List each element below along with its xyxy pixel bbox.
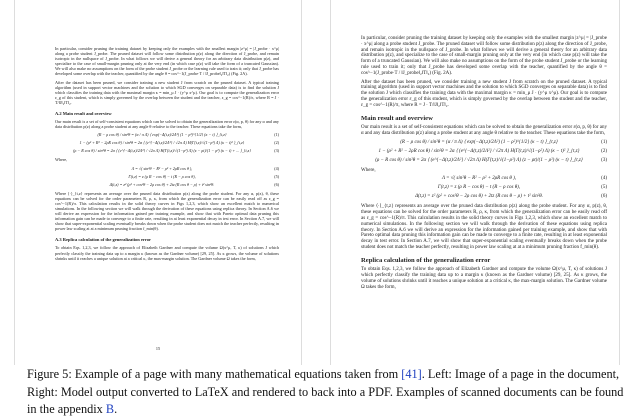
right-paragraph-3: Our main result is a set of self-consistent equations which can be solved to obtain the generalization error ε(α, p, θ) for any α and any data distribution p(z) along a probe student at any angle θ relative to the teacher. These equations take the form, [361,124,607,136]
equation-number: (2) [274,140,279,146]
equation-number: (1) [274,132,279,138]
equation-text: (ρ − R cos θ) / sin²θ = 2α ⟨ (e^{−Δ(t,z)/2Λ²} / √2π Λ) H(Γ(t,z)/√(1−ρ²) Λ) (z − ρt)/(1 − ρ²) (κ − t) ⟩_{t,z} [375,157,583,163]
equation-number: (5) [274,173,279,179]
right-page-panel [320,0,640,365]
equation-number: (4) [601,176,607,182]
right-definition-6 [361,194,607,200]
left-definition-6 [55,182,279,187]
equation-text: Λ = √( sin²θ − R² − ρ² + 2ρR cos θ ), [131,165,193,171]
right-section-heading: Main result and overview [361,114,433,122]
caption-middle: . Left: Image of a page in the document, Right: Model output converted to LaTeX and rendered to back into a PDF. Examples of scanned documents can be found in the appendix [27,367,624,416]
equation-number: (3) [601,157,607,163]
appendix-link[interactable]: B [105,402,115,416]
equation-number: (1) [601,139,607,145]
right-definition-block [361,176,607,200]
right-page-content [331,0,619,365]
caption-prefix: Figure 5: Example of a page with many mathematical equations taken from [27,367,402,381]
left-section-heading: A.2 Main result and overview [55,111,112,117]
figure-caption [27,366,627,419]
equation-number: (3) [274,148,279,154]
right-definition-4 [361,176,607,182]
equation-number: (6) [274,181,279,187]
caption-suffix: . [114,402,118,416]
equation-number: (4) [274,165,279,171]
left-page-panel [0,0,320,365]
left-paragraph-5: To obtain Eqs. 1,2,3, we follow the approach of Elizabeth Gardner and compute the volume Ω(x^μ, T, κ) of solutions J which perfectly classify the training data up to a margin κ (known as the Gardner volume) [29, 25]. As κ grows, the volume of solutions shrinks until it reaches a unique solution at a critical κ, the max-margin solution. The Gardner volume Ω takes the form, [55,245,279,261]
equation-text: Δ(t,z) = z² (ρ² + cos²θ − 2ρ cos θ) + 2tz (R cos θ − ρ) + t² sin²θ. [415,194,543,200]
right-paragraph-4: Where ⟨·⟩_{t,z} represents an average over the pruned data distribution p(z) along the probe student. For any α, p(z), θ, these equations can be solved for the order parameters R, ρ, κ, from which the generalization error can be easily read off as ε_g = cos^−1(R)/π. This calculation results in the solid theory curves in Figs 1,2,3, which show an excellent match to numerical simulations. In the following section we will walk through the derivation of these equations using replica theory. In Section A.6 we will derive an expression for the information gained per training example, and show that with Pareto optimal data pruning this information gain can be made to converge to a finite rate, resulting in at least exponential decay in test error. In Section A.7, we will show that super-exponential scaling eventually breaks down when the probe student does not match the teacher perfectly, resulting in power law scaling at at a minimum pruning fraction f_min(θ). [361,204,607,250]
left-where-label: Where, [55,157,68,163]
left-paragraph-1: In particular, consider pruning the training dataset by keeping only the examples with the smallest margin |z^μ| = |J_probe · x^μ| along a probe student J_probe. The pruned dataset will follow some distribution p(z) along the direction of J_probe, and remain isotropic in the nullspace of J_probe. In what follows we will derive a general theory for an arbitrary data distribution p(z), and specialize to the case of small-margin pruning only at the very end (in which case p(z) will take the form of a truncated Gaussian). We will also make no assumptions on the form of the probe student J_probe or the learning rule used to train it; only that J_probe has developed some overlap with the teacher, quantified by the angle θ = cos^−1(J_probe·T / ‖J_probe‖₂‖T‖₂) (Fig. 2A). [55,46,279,77]
left-equation-block [55,132,279,153]
right-definition-5 [361,185,607,191]
right-subsection-heading: Replica calculation of the generalization error [361,256,491,264]
right-equation-1 [361,140,607,146]
page-number: 15 [155,346,161,351]
equation-text: (R − ρ cos θ) / sin²θ = (α / π Λ) ⟨ exp(−Δ(t,z)/2Λ²) (1 − ρ²)^{1/2} (κ − t) ⟩_{t,z} [97,132,227,138]
equation-number: (2) [601,148,607,154]
equation-text: Γ(t,z) = z (ρ R − cos θ) − t (R − ρ cos θ), [437,185,521,191]
equation-number: (6) [601,194,607,200]
right-equation-3 [361,158,607,164]
left-equation-1 [55,132,279,137]
equation-text: 1 − (ρ² + R² − 2ρR cos θ) / sin²θ = 2α ⟨ (e^{−Δ(t,z)/2Λ²} / √2π Λ) H(Γ(t,z)/√(1−ρ²) Λ) (κ − t)² ⟩_{t,z} [79,140,245,146]
right-paragraph-2: After the dataset has been pruned, we consider training a new student J from scratch on the pruned dataset. A typical training algorithm (used in support vector machines and the solution to which SGD converges on separable data) is to find the solution J which classifies the training data with the maximal margin κ = min_μ J · (y^μ x^μ). Our goal is to compute the generalization error ε_g of this student, which is simply governed by the overlap between the student and the teacher, ε_g = cos^−1(R)/π, where R = J · T/‖J‖₂‖T‖₂. [361,79,607,108]
left-definition-4 [55,166,279,171]
right-paragraph-5: To obtain Eqs. 1,2,3, we follow the approach of Elizabeth Gardner and compute the volume Ω(x^μ, T, κ) of solutions J which perfectly classify the training data up to a margin κ (known as the Gardner volume) [29, 25]. As κ grows, the volume of solutions shrinks until it reaches a unique solution at a critical κ, the max-margin solution. The Gardner volume Ω takes the form, [361,267,607,290]
equation-text: (R − ρ cos θ) / sin²θ = (α / π Λ) ⟨ exp(−Δ(t,z)/2Λ²) (1 − ρ²)^{1/2} (κ − t) ⟩_{t,z} [400,139,558,145]
equation-text: Γ(t,z) = z (ρ R − cos θ) − t (R − ρ cos θ), [128,173,196,179]
right-paragraph-1: In particular, consider pruning the training dataset by keeping only the examples with the smallest margin |z^μ| = |J_probe · x^μ| along a probe student J_probe. The pruned dataset will follow some distribution p(z) along the direction of J_probe, and remain isotropic in the nullspace of J_probe. In what follows we will derive a general theory for an arbitrary data distribution p(z), and specialize to the case of small-margin pruning only at the very end (in which case p(z) will take the form of a truncated Gaussian). We will also make no assumptions on the form of the probe student J_probe or the learning rule used to train it; only that J_probe has developed some overlap with the teacher, quantified by the angle θ = cos^−1(J_probe·T / ‖J_probe‖₂‖T‖₂) (Fig. 2A). [361,36,607,76]
equation-text: (ρ − R cos θ) / sin²θ = 2α ⟨ (e^{−Δ(t,z)/2Λ²} / √2π Λ) H(Γ(t,z)/√(1−ρ²) Λ) (z − ρt)/(1 − ρ²) (κ − t) + ... ⟩_{t,z} [73,148,251,154]
left-paragraph-3: Our main result is a set of self-consistent equations which can be solved to obtain the generalization error ε(α, p, θ) for any α and any data distribution p(z) along a probe student at any angle θ relative to the teacher. These equations take the form, [55,119,279,130]
right-where-label: Where, [361,167,376,173]
left-page-content [15,0,301,365]
left-equation-3 [55,148,279,153]
right-page-sheet [330,0,620,365]
equation-text: Δ(t,z) = z² (ρ² + cos²θ − 2ρ cos θ) + 2tz (R cos θ − ρ) + t² sin²θ. [109,181,215,187]
equation-text: Λ = √( sin²θ − R² − ρ² + 2ρR cos θ ), [441,176,517,182]
left-subsection-heading: A.3 Replica calculation of the generalization error [55,237,152,243]
citation-link[interactable]: [41] [401,367,422,381]
left-equation-2 [55,140,279,145]
left-paragraph-2: After the dataset has been pruned, we consider training a new student J from scratch on the pruned dataset. A typical training algorithm (used in support vector machines and the solution to which SGD converges on separable data) is to find the solution J which classifies the training data with the maximal margin κ = min_μ J · (y^μ x^μ). Our goal is to compute the generalization error ε_g of this student, which is simply governed by the overlap between the student and the teacher, ε_g = cos^−1(R)/π, where R = J · T/‖J‖₂‖T‖₂. [55,79,279,105]
right-equation-2 [361,149,607,155]
equation-text: 1 − (ρ² + R² − 2ρR cos θ) / sin²θ = 2α ⟨ (e^{−Δ(t,z)/2Λ²} / √2π Λ) H(Γ(t,z)/√(1−ρ²) Λ) (κ − t)² ⟩_{t,z} [378,148,580,154]
left-paragraph-4: Where ⟨·⟩_{t,z} represents an average over the pruned data distribution p(z) along the probe student. For any α, p(z), θ, these equations can be solved for the order parameters R, ρ, κ, from which the generalization error can be easily read off as ε_g = cos^−1(R)/π. This calculation results in the solid theory curves in Figs 1,2,3, which show an excellent match to numerical simulations. In the following section we will walk through the derivation of these equations using replica theory. In Section A.6 we will derive an expression for the information gained per training example, and show that with Pareto optimal data pruning this information gain can be made to converge to a finite rate, resulting in at least exponential decay in test error. In Section A.7, we will show that super-exponential scaling eventually breaks down when the probe student does not match the teacher perfectly, resulting in power law scaling at at a minimum pruning fraction f_min(θ). [55,190,279,232]
left-page-sheet [14,0,302,365]
left-definition-block [55,166,279,187]
equation-number: (5) [601,185,607,191]
right-equation-block [361,140,607,164]
left-definition-5 [55,174,279,179]
